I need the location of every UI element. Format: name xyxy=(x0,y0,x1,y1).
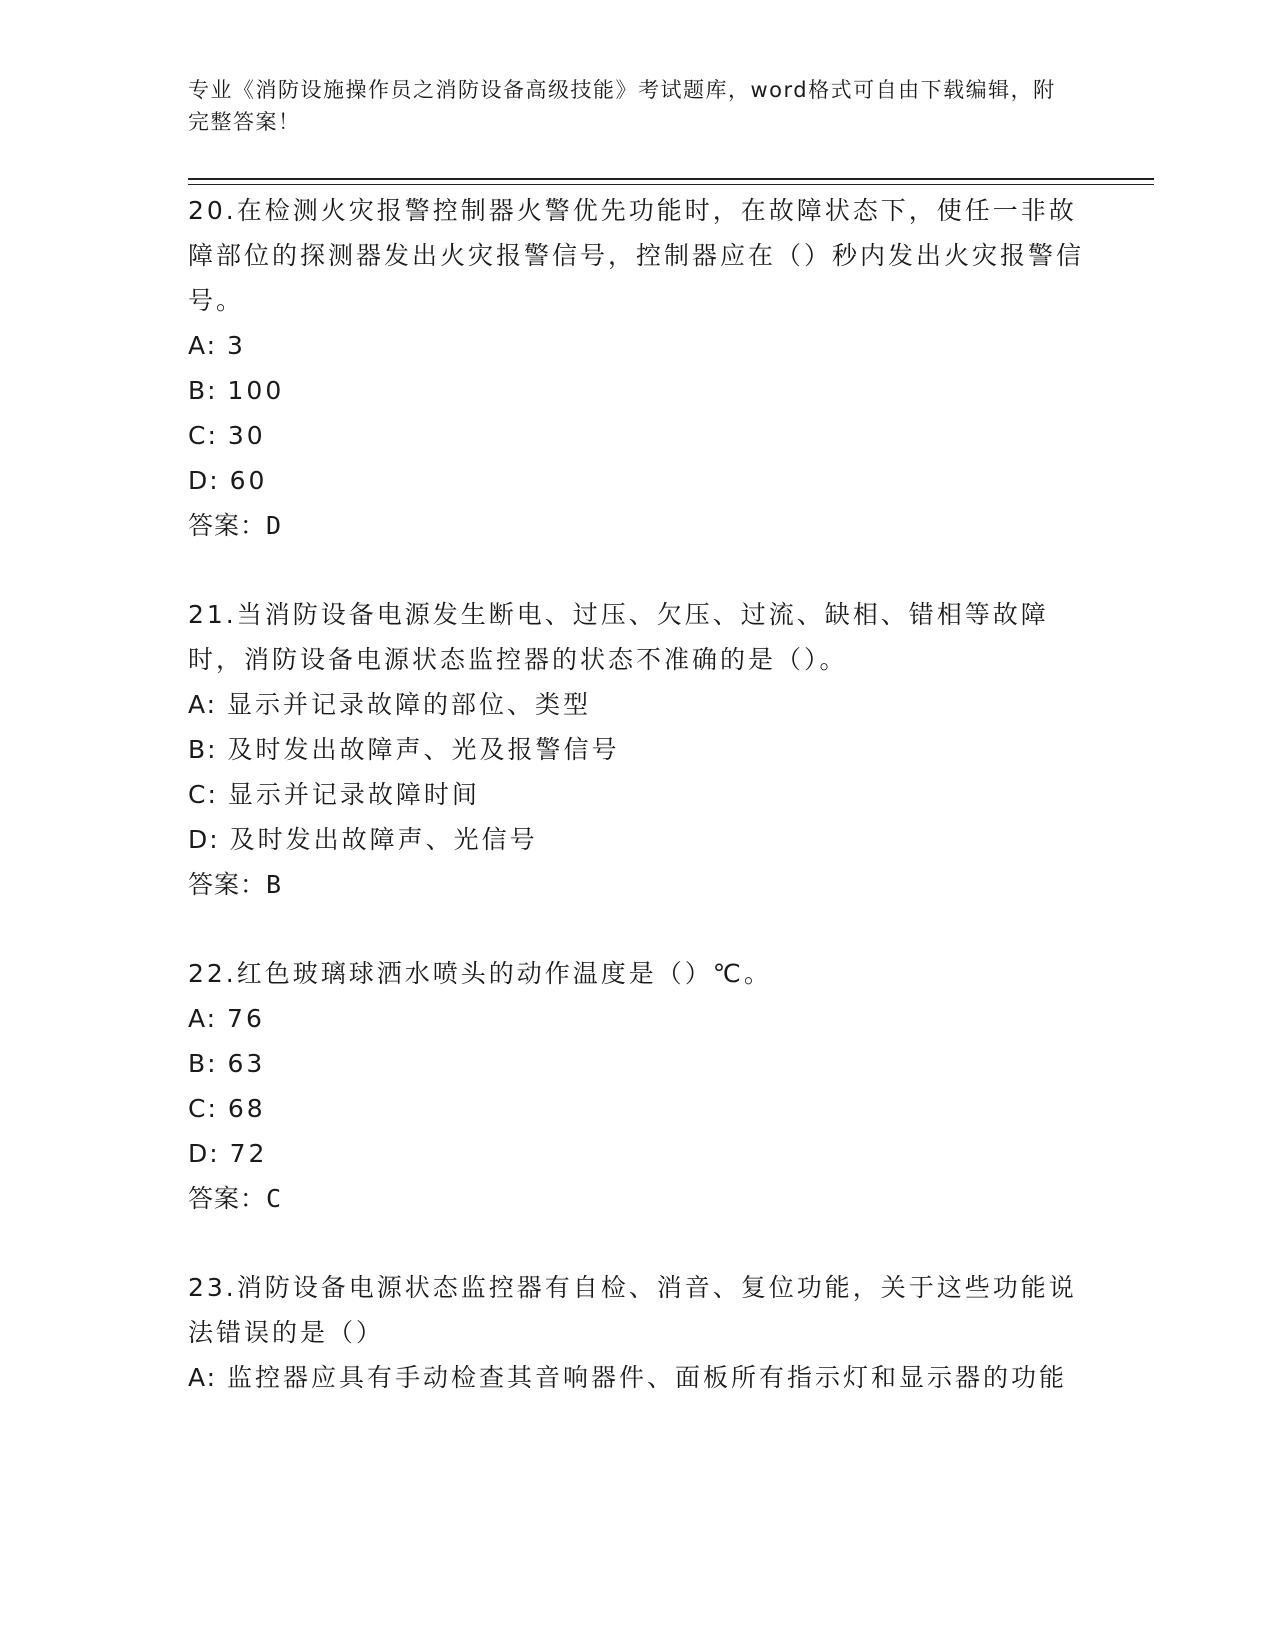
answer-label: 答案： xyxy=(188,1184,267,1213)
option-key: D: xyxy=(188,825,220,854)
answer-value: D xyxy=(266,511,283,540)
option-text: 60 xyxy=(229,466,268,495)
option-key: B: xyxy=(188,376,218,405)
option-key: C: xyxy=(188,780,218,809)
option-text: 63 xyxy=(227,1049,266,1078)
answer-value: B xyxy=(266,870,283,899)
question-stem xyxy=(188,951,1088,996)
option-b xyxy=(188,727,1088,772)
option-c xyxy=(188,413,1088,458)
option-b xyxy=(188,368,1088,413)
option-key: D: xyxy=(188,466,220,495)
question-stem xyxy=(188,1265,1088,1355)
question-22 xyxy=(188,951,1088,1221)
option-key: C: xyxy=(188,421,218,450)
question-text: 当消防设备电源发生断电、过压、欠压、过流、缺相、错相等故障时，消防设备电源状态监控器的状态不准确的是（）。 xyxy=(188,600,1049,674)
option-key: A: xyxy=(188,331,218,360)
question-text: 红色玻璃球洒水喷头的动作温度是（）℃。 xyxy=(236,959,772,988)
question-text: 消防设备电源状态监控器有自检、消音、复位功能，关于这些功能说法错误的是（） xyxy=(188,1273,1077,1347)
option-key: D: xyxy=(188,1139,220,1168)
option-key: A: xyxy=(188,690,218,719)
option-a xyxy=(188,996,1088,1041)
question-23 xyxy=(188,1265,1088,1400)
question-stem xyxy=(188,592,1088,682)
option-key: B: xyxy=(188,735,218,764)
answer-line xyxy=(188,503,1088,548)
option-text: 30 xyxy=(227,421,266,450)
option-key: A: xyxy=(188,1363,218,1392)
option-text: 及时发出故障声、光信号 xyxy=(229,825,538,854)
question-text: 在检测火灾报警控制器火警优先功能时，在故障状态下，使任一非故障部位的探测器发出火灾报警信号，控制器应在（）秒内发出火灾报警信号。 xyxy=(188,196,1085,315)
header-divider-thick xyxy=(188,178,1154,180)
answer-line xyxy=(188,1176,1088,1221)
option-key: B: xyxy=(188,1049,218,1078)
option-text: 及时发出故障声、光及报警信号 xyxy=(227,735,620,764)
question-21 xyxy=(188,592,1088,907)
option-text: 72 xyxy=(229,1139,268,1168)
question-number: 23. xyxy=(188,1273,237,1302)
document-header: 专业《消防设施操作员之消防设备高级技能》考试题库，word格式可自由下载编辑，附完整答案！ xyxy=(188,78,1056,134)
question-number: 22. xyxy=(188,959,237,988)
option-key: A: xyxy=(188,1004,218,1033)
answer-value: C xyxy=(266,1184,283,1213)
question-number: 21. xyxy=(188,600,237,629)
option-key: C: xyxy=(188,1094,218,1123)
header-divider-thin xyxy=(188,184,1154,185)
option-d xyxy=(188,1131,1088,1176)
option-text: 76 xyxy=(227,1004,265,1033)
option-c xyxy=(188,1086,1088,1131)
option-a xyxy=(188,1355,1088,1400)
option-c xyxy=(188,772,1088,817)
question-list xyxy=(188,188,1088,1444)
answer-line xyxy=(188,862,1088,907)
option-text: 显示并记录故障时间 xyxy=(227,780,480,809)
question-number: 20. xyxy=(188,196,237,225)
option-text: 显示并记录故障的部位、类型 xyxy=(227,690,592,719)
answer-label: 答案： xyxy=(188,511,267,540)
answer-label: 答案： xyxy=(188,870,267,899)
option-text: 3 xyxy=(227,331,246,360)
question-stem xyxy=(188,188,1088,323)
option-d xyxy=(188,458,1088,503)
option-text: 100 xyxy=(227,376,285,405)
option-a xyxy=(188,682,1088,727)
option-text: 监控器应具有手动检查其音响器件、面板所有指示灯和显示器的功能 xyxy=(227,1363,1068,1392)
question-20 xyxy=(188,188,1088,548)
option-b xyxy=(188,1041,1088,1086)
option-d xyxy=(188,817,1088,862)
option-a xyxy=(188,323,1088,368)
option-text: 68 xyxy=(227,1094,266,1123)
